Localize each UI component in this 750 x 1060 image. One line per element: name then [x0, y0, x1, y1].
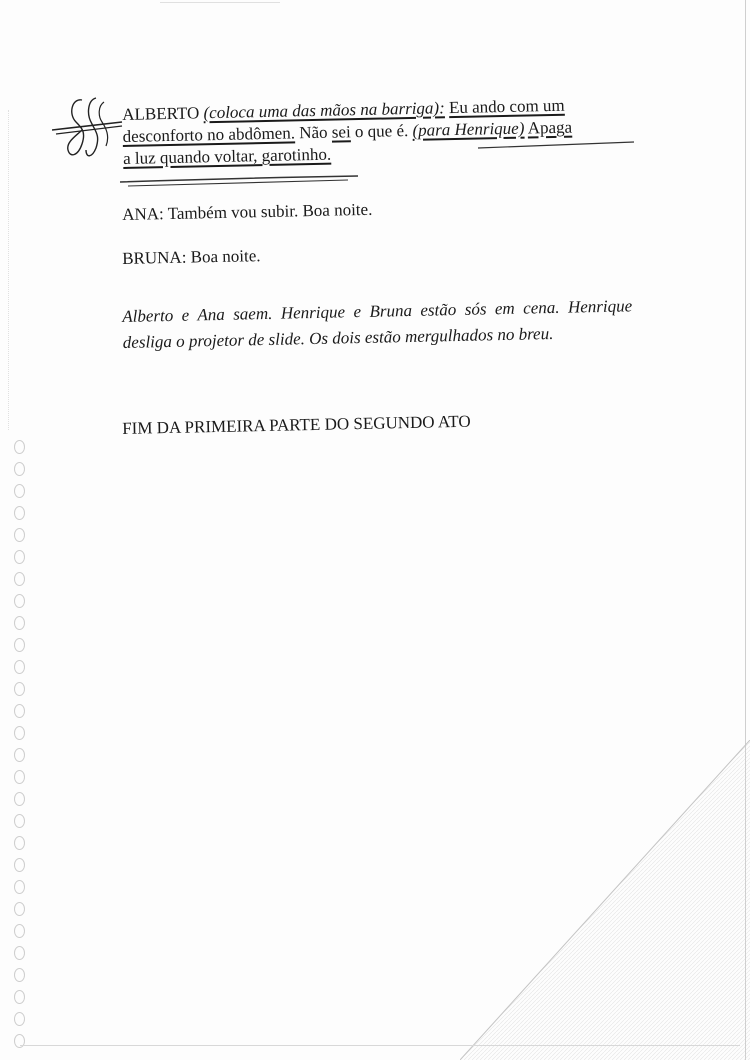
page-top-edge — [160, 2, 280, 3]
speech-text: o que é. — [354, 121, 409, 142]
speech-text: sei — [331, 122, 351, 142]
binder-hole — [14, 484, 25, 498]
binder-hole — [14, 836, 25, 850]
binder-hole — [14, 924, 25, 938]
binder-hole — [14, 946, 25, 960]
stage-direction-text: Alberto e Ana saem. Henrique e Bruna estão sós em cena. Henrique desliga o projetor de slide. Os dois estão mergulhados no breu. — [122, 296, 633, 352]
speaker-alberto: ALBERTO — [122, 103, 200, 124]
act-end-title — [122, 407, 642, 440]
alberto-dialogue — [122, 93, 643, 170]
binder-hole — [14, 968, 25, 982]
binder-hole — [14, 704, 25, 718]
stage-direction-inline: (coloca uma das mãos na barriga): — [203, 98, 445, 123]
handwritten-scribble — [52, 92, 124, 172]
binder-hole — [14, 770, 25, 784]
speech-text: Apaga — [527, 117, 573, 138]
page-bottom-edge — [20, 1045, 740, 1046]
binder-hole — [14, 682, 25, 696]
binder-hole — [14, 726, 25, 740]
stage-direction — [122, 293, 633, 356]
ana-line: ANA: Também vou subir. Boa noite. — [122, 199, 373, 224]
binder-hole — [14, 550, 25, 564]
speech-text: Eu ando com um — [448, 95, 565, 118]
end-title-text: FIM DA PRIMEIRA PARTE DO SEGUNDO ATO — [122, 411, 471, 438]
binder-hole — [14, 594, 25, 608]
page-fold-shadow — [460, 740, 750, 1060]
binder-hole — [14, 660, 25, 674]
binder-hole — [14, 748, 25, 762]
speech-text: Não — [299, 122, 328, 143]
speech-text: a luz quando voltar, garotinho. — [122, 144, 332, 168]
binder-hole — [14, 1012, 25, 1026]
binder-hole — [14, 858, 25, 872]
binder-hole — [14, 814, 25, 828]
speech-text: desconforto no abdômen. — [122, 123, 296, 146]
stage-direction-inline: (para Henrique) — [412, 118, 525, 140]
binder-hole — [14, 462, 25, 476]
binder-hole — [14, 638, 25, 652]
binder-hole — [14, 902, 25, 916]
binder-holes — [14, 440, 30, 1056]
bruna-dialogue — [122, 237, 642, 270]
binder-hole — [14, 616, 25, 630]
binder-hole — [14, 440, 25, 454]
binder-hole — [14, 792, 25, 806]
binder-hole — [14, 528, 25, 542]
binder-hole — [14, 572, 25, 586]
binder-hole — [14, 880, 25, 894]
binder-hole — [14, 990, 25, 1004]
ana-dialogue — [122, 193, 642, 226]
binder-hole — [14, 506, 25, 520]
margin-marks — [8, 110, 29, 430]
bruna-line: BRUNA: Boa noite. — [122, 246, 261, 268]
